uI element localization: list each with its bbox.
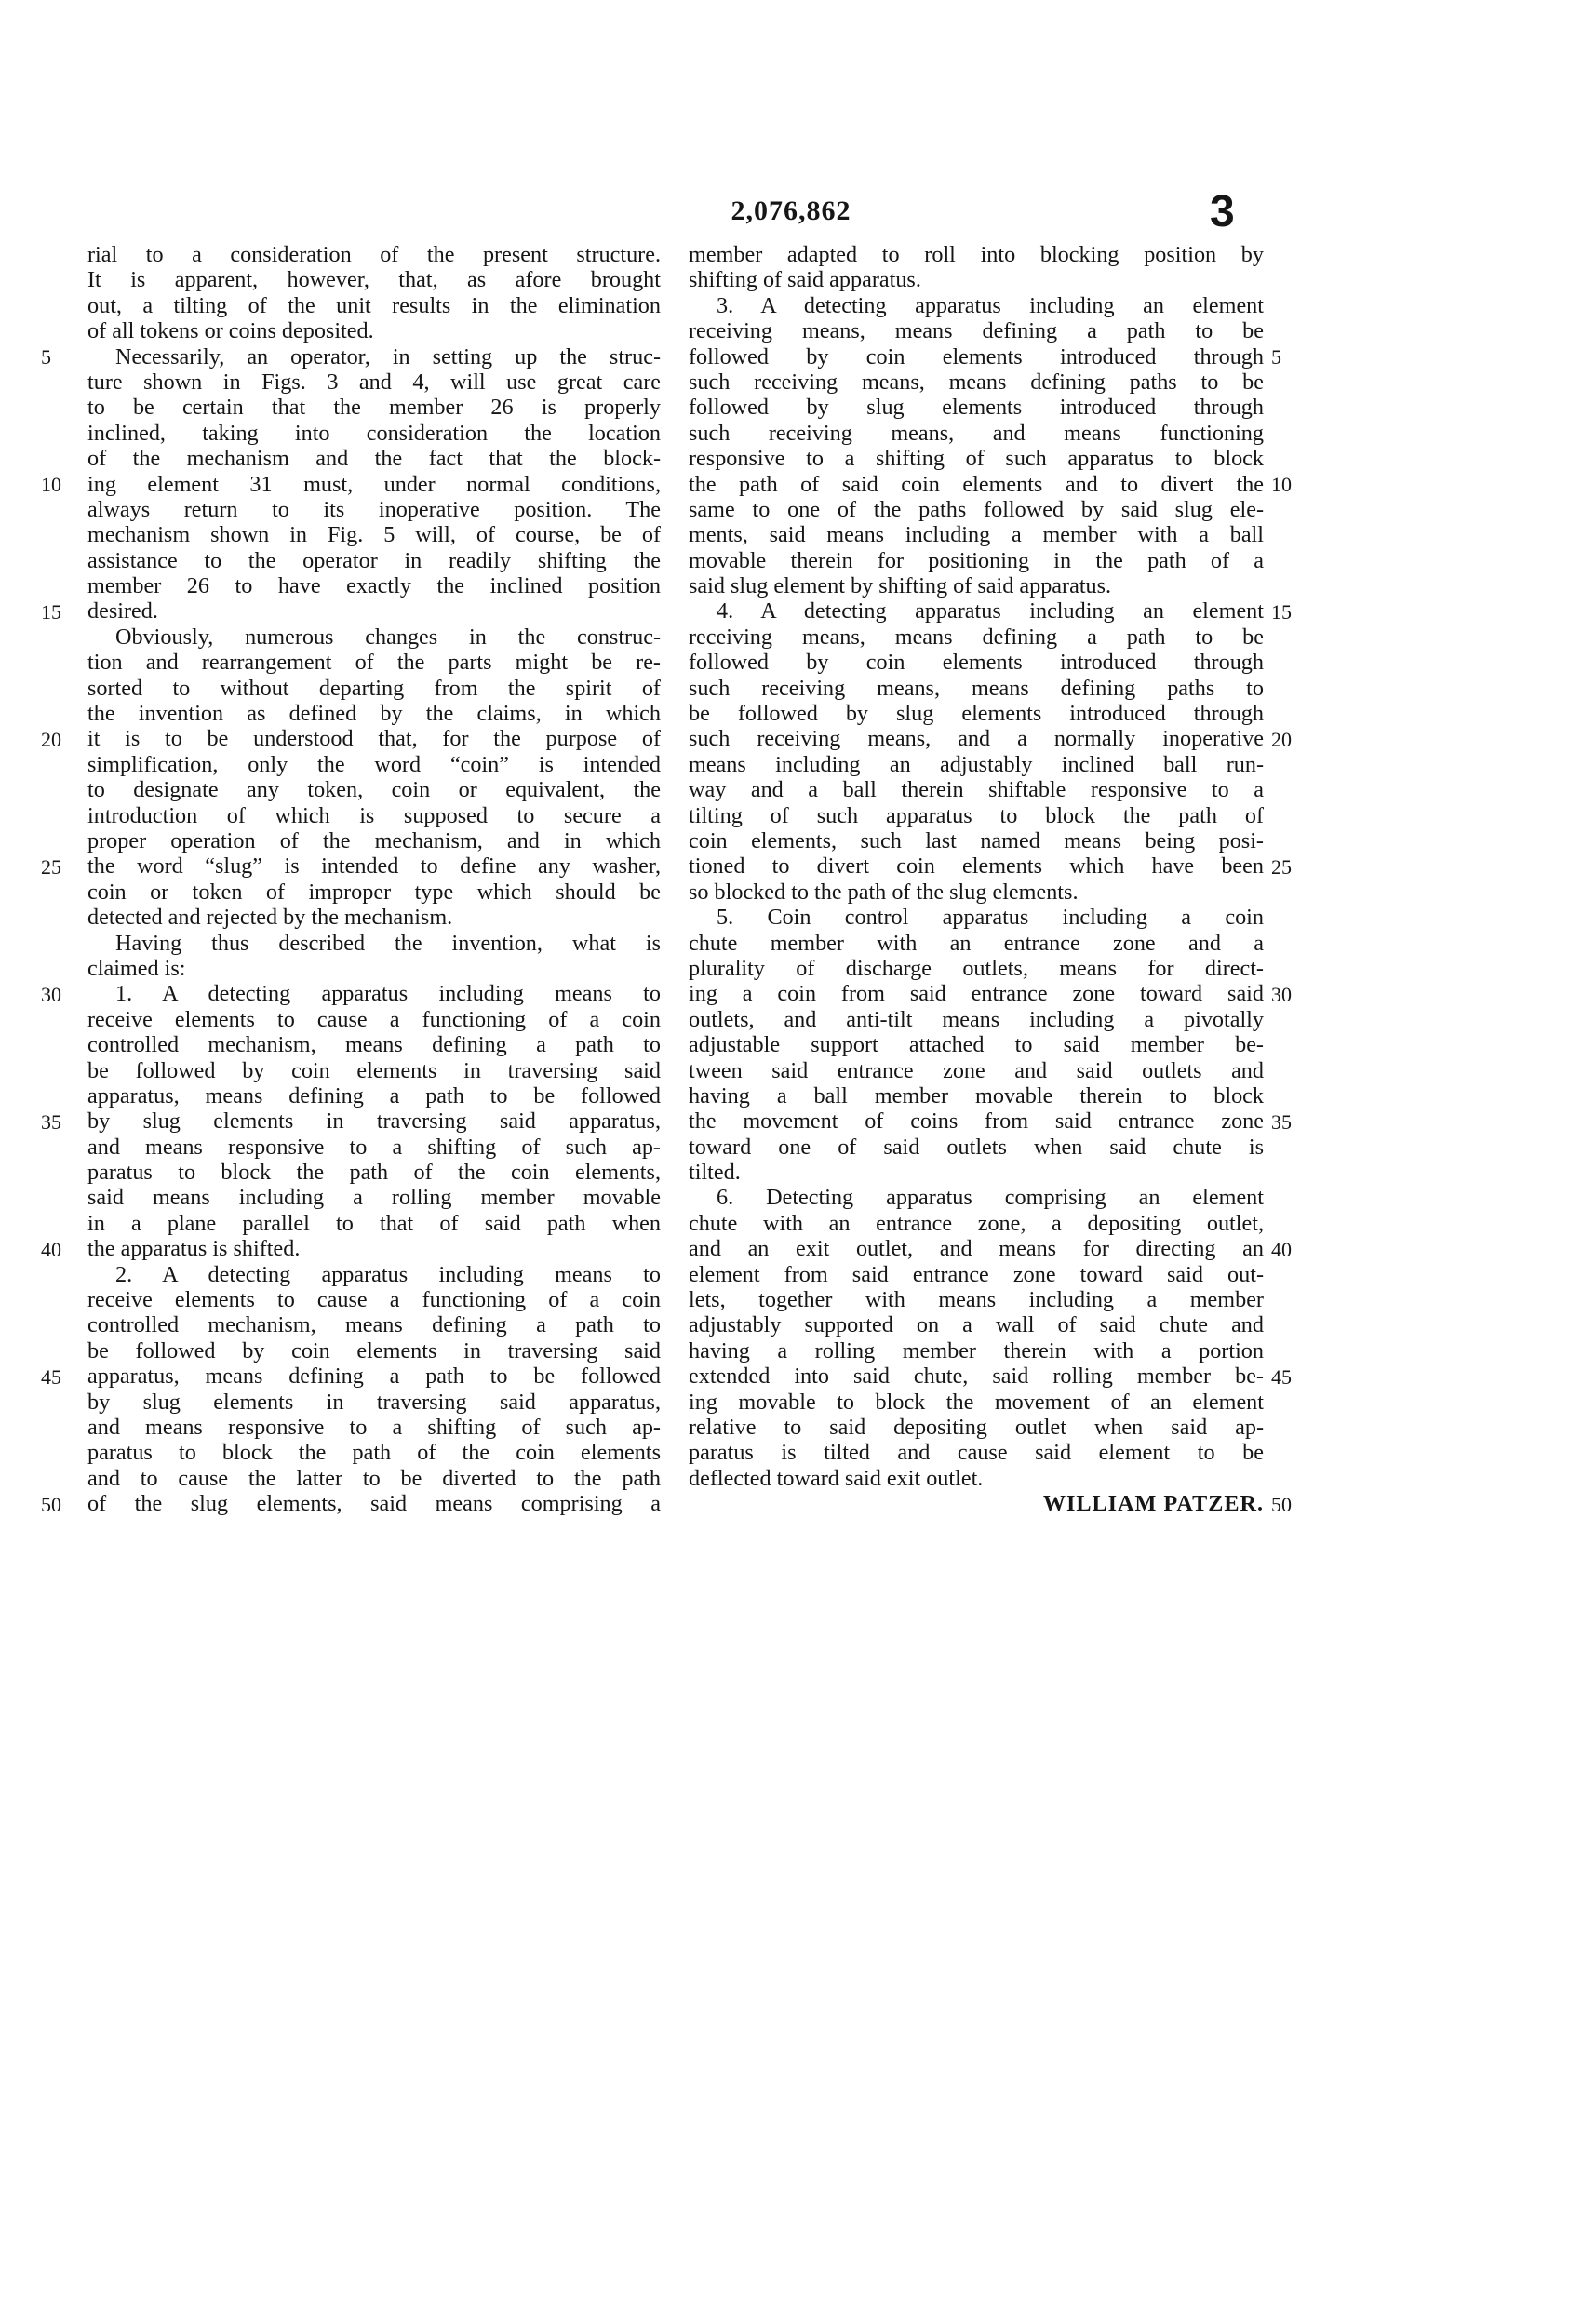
line-number: 15: [41, 599, 61, 624]
text-line: the apparatus is shifted.: [87, 1236, 301, 1262]
text-line: apparatus, means defining a path to be followed: [87, 1082, 661, 1108]
line-number: 35: [1271, 1109, 1292, 1134]
text-line: tion and rearrangement of the parts might be re-: [87, 650, 661, 676]
text-line: of the slug elements, said means comprising a: [87, 1491, 661, 1517]
text-line: receive elements to cause a functioning of a coin: [87, 1287, 661, 1313]
page-number: 3: [1210, 187, 1235, 236]
text-line: to designate any token, coin or equivalent, the: [87, 777, 661, 803]
text-line: tilted.: [689, 1160, 741, 1186]
text-line: ing movable to block the movement of an element: [689, 1389, 1264, 1415]
text-line: paratus to block the path of the coin elements,: [87, 1160, 661, 1186]
text-line: coin or token of improper type which should be: [87, 879, 661, 905]
line-number: 5: [1271, 344, 1281, 369]
text-line: proper operation of the mechanism, and in which: [87, 827, 661, 853]
line-number: 10: [41, 472, 61, 496]
text-line: outlets, and anti-tilt means including a pivotally: [689, 1006, 1264, 1032]
text-line: in a plane parallel to that of said path when: [87, 1210, 661, 1236]
text-line: inclined, taking into consideration the location: [87, 420, 661, 446]
text-line: by slug elements in traversing said apparatus,: [87, 1108, 661, 1135]
text-line: WILLIAM PATZER.: [1042, 1491, 1264, 1517]
text-line: followed by coin elements introduced through: [689, 343, 1264, 369]
text-line: such receiving means, means defining paths to be: [689, 369, 1264, 395]
text-line: followed by slug elements introduced through: [689, 395, 1264, 421]
text-line: lets, together with means including a member: [689, 1287, 1264, 1313]
text-line: ture shown in Figs. 3 and 4, will use great care: [87, 369, 661, 395]
text-line: always return to its inoperative position. The: [87, 496, 661, 522]
patent-number: 2,076,862: [731, 195, 851, 226]
text-line: chute with an entrance zone, a depositing outlet,: [689, 1210, 1264, 1236]
text-line: same to one of the paths followed by said slug ele-: [689, 496, 1264, 522]
line-number: 20: [41, 727, 61, 751]
text-line: to be certain that the member 26 is properly: [87, 395, 661, 421]
text-line: the movement of coins from said entrance zone: [689, 1108, 1264, 1135]
text-line: receiving means, means defining a path to be: [689, 318, 1264, 344]
text-line: the path of said coin elements and to divert the: [689, 471, 1264, 497]
text-line: responsive to a shifting of such apparatus to block: [689, 446, 1264, 472]
text-line: rial to a consideration of the present structure.: [87, 242, 661, 267]
line-number: 45: [1271, 1364, 1292, 1389]
text-line: be followed by slug elements introduced through: [689, 701, 1264, 727]
text-line: member 26 to have exactly the inclined position: [87, 573, 661, 599]
text-line: means including an adjustably inclined ball run-: [689, 751, 1264, 777]
text-line: It is apparent, however, that, as afore brought: [87, 267, 661, 293]
line-number: 25: [41, 854, 61, 879]
text-line: receive elements to cause a functioning of a coin: [87, 1006, 661, 1032]
text-line: tioned to divert coin elements which have been: [689, 853, 1264, 880]
line-number: 15: [1271, 599, 1292, 624]
text-line: paratus to block the path of the coin elements: [87, 1440, 661, 1466]
text-line: it is to be understood that, for the purpose of: [87, 726, 661, 752]
text-line: chute member with an entrance zone and a: [689, 930, 1264, 956]
text-line: movable therein for positioning in the path of a: [689, 547, 1264, 573]
text-line: and to cause the latter to be diverted to the path: [87, 1465, 661, 1491]
text-line: plurality of discharge outlets, means for direct-: [689, 955, 1264, 981]
text-line: the invention as defined by the claims, in which: [87, 701, 661, 727]
text-line: having a ball member movable therein to block: [689, 1082, 1264, 1108]
text-line: 6. Detecting apparatus comprising an element: [717, 1185, 1264, 1211]
text-line: tilting of such apparatus to block the path of: [689, 802, 1264, 828]
text-line: claimed is:: [87, 955, 186, 981]
text-line: way and a ball therein shiftable responsive to a: [689, 777, 1264, 803]
text-line: relative to said depositing outlet when said ap-: [689, 1414, 1264, 1440]
text-line: and an exit outlet, and means for directing an: [689, 1236, 1264, 1262]
text-line: 1. A detecting apparatus including means to: [115, 981, 661, 1007]
text-line: said slug element by shifting of said apparatus.: [689, 573, 1112, 599]
text-line: and means responsive to a shifting of such ap-: [87, 1414, 661, 1440]
text-line: be followed by coin elements in traversing said: [87, 1337, 661, 1364]
line-number: 50: [1271, 1492, 1292, 1516]
text-line: Obviously, numerous changes in the construc-: [115, 624, 661, 650]
text-line: sorted to without departing from the spirit of: [87, 675, 661, 701]
text-line: the word “slug” is intended to define any washer,: [87, 853, 661, 880]
text-line: ing a coin from said entrance zone toward said: [689, 981, 1264, 1007]
text-line: deflected toward said exit outlet.: [689, 1465, 984, 1491]
line-number: 30: [41, 982, 61, 1006]
text-line: ments, said means including a member with a ball: [689, 522, 1264, 548]
text-line: shifting of said apparatus.: [689, 267, 921, 293]
line-number: 40: [41, 1237, 61, 1261]
line-number: 45: [41, 1364, 61, 1389]
left-column: [87, 242, 661, 1517]
text-line: ing element 31 must, under normal conditions,: [87, 471, 661, 497]
text-line: of all tokens or coins deposited.: [87, 318, 374, 344]
text-line: simplification, only the word “coin” is intended: [87, 751, 661, 777]
text-line: 2. A detecting apparatus including means to: [115, 1261, 661, 1287]
text-line: so blocked to the path of the slug elements.: [689, 879, 1079, 905]
text-line: receiving means, means defining a path to be: [689, 624, 1264, 650]
text-line: adjustable support attached to said member be-: [689, 1032, 1264, 1058]
line-number: 30: [1271, 982, 1292, 1006]
line-number: 10: [1271, 472, 1292, 496]
text-line: introduction of which is supposed to secure a: [87, 802, 661, 828]
text-line: Necessarily, an operator, in setting up the struc-: [115, 343, 661, 369]
text-line: such receiving means, means defining paths to: [689, 675, 1264, 701]
text-line: assistance to the operator in readily shifting the: [87, 547, 661, 573]
text-line: toward one of said outlets when said chute is: [689, 1134, 1264, 1160]
text-line: Having thus described the invention, what is: [115, 930, 661, 956]
text-line: extended into said chute, said rolling member be-: [689, 1364, 1264, 1390]
text-line: 5. Coin control apparatus including a coin: [717, 905, 1264, 931]
line-number: 35: [41, 1109, 61, 1134]
text-line: coin elements, such last named means being posi-: [689, 827, 1264, 853]
line-number: 50: [41, 1492, 61, 1516]
text-line: and means responsive to a shifting of such ap-: [87, 1134, 661, 1160]
text-line: controlled mechanism, means defining a path to: [87, 1312, 661, 1338]
text-line: out, a tilting of the unit results in the elimination: [87, 292, 661, 318]
text-line: such receiving means, and means functioning: [689, 420, 1264, 446]
text-line: 4. A detecting apparatus including an element: [717, 598, 1264, 625]
line-number: 40: [1271, 1237, 1292, 1261]
text-line: adjustably supported on a wall of said chute and: [689, 1312, 1264, 1338]
text-line: desired.: [87, 598, 158, 625]
text-line: 3. A detecting apparatus including an element: [717, 292, 1264, 318]
line-number: 5: [41, 344, 51, 369]
text-line: controlled mechanism, means defining a path to: [87, 1032, 661, 1058]
right-column: [689, 242, 1264, 1517]
text-line: element from said entrance zone toward said out-: [689, 1261, 1264, 1287]
text-line: said means including a rolling member movable: [87, 1185, 661, 1211]
text-line: be followed by coin elements in traversing said: [87, 1057, 661, 1083]
text-line: such receiving means, and a normally inoperative: [689, 726, 1264, 752]
text-line: mechanism shown in Fig. 5 will, of course, be of: [87, 522, 661, 548]
text-line: apparatus, means defining a path to be followed: [87, 1364, 661, 1390]
text-line: by slug elements in traversing said apparatus,: [87, 1389, 661, 1415]
text-line: detected and rejected by the mechanism.: [87, 905, 453, 931]
line-number: 25: [1271, 854, 1292, 879]
text-line: of the mechanism and the fact that the block-: [87, 446, 661, 472]
text-line: tween said entrance zone and said outlets and: [689, 1057, 1264, 1083]
text-line: having a rolling member therein with a portion: [689, 1337, 1264, 1364]
line-number: 20: [1271, 727, 1292, 751]
text-line: paratus is tilted and cause said element to be: [689, 1440, 1264, 1466]
text-line: followed by coin elements introduced through: [689, 650, 1264, 676]
text-line: member adapted to roll into blocking position by: [689, 242, 1264, 267]
